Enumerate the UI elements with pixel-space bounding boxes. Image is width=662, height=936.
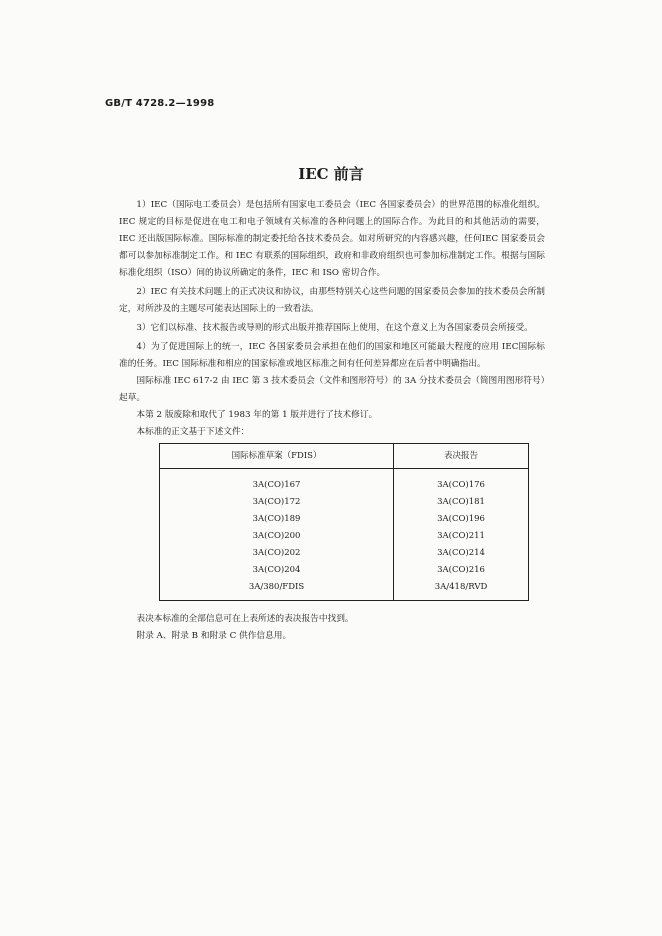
paragraph-3: 3）它们以标准、技术报告或导则的形式出版并推荐国际上使用，在这个意义上为各国家委员会所接受。: [136, 323, 533, 333]
fdis-cell: 3A/380/FDIS: [160, 579, 394, 601]
paragraph-1: 1）IEC（国际电工委员会）是包括所有国家电工委员会（IEC 各国家委员会）的世界范围的标准化组织。IEC 规定的目标是促进在电工和电子领域有关标准的各种问题上的国际合作。为此目的和其他活动的需要，IEC 还出版国际标准。国际标准的制定委托给各技术委员会。如对所研究的内容感兴趣，任何IEC 国家委员会都可以参加标准制定工作。和 IEC 有联系的国际组织，政府和非政府组织也可参加标准制定工作。根据与国际标准化组织（ISO）间的协议所确定的条件，IEC 和 ISO 密切合作。: [119, 200, 545, 278]
fdis-cell: 3A(CO)167: [252, 480, 301, 490]
table-row: [160, 469, 529, 495]
column-header-voting-report: 表决报告: [394, 444, 529, 469]
fdis-cell: 3A(CO)204: [252, 565, 301, 575]
table-row: [160, 528, 529, 545]
paragraph-7: 本标准的正文基于下述文件：: [136, 427, 250, 437]
report-cell: 3A(CO)211: [394, 528, 529, 545]
report-cell: 3A/418/RVD: [394, 579, 529, 601]
document-body: [119, 197, 545, 645]
paragraph-5: 国际标准 IEC 617-2 由 IEC 第 3 技术委员会（文件和图形符号）的 3A 分技术委员会（简图用图形符号）起草。: [119, 376, 545, 403]
paragraph-6: 本第 2 版废除和取代了 1983 年的第 1 版并进行了技术修订。: [136, 410, 378, 420]
table-row: [160, 511, 529, 528]
closing-paragraph-2: 附录 A、附录 B 和附录 C 供作信息用。: [136, 631, 292, 641]
fdis-cell: 3A(CO)200: [252, 531, 301, 541]
documents-table: [159, 443, 529, 601]
fdis-cell: 3A(CO)202: [252, 548, 301, 558]
paragraph-4: 4）为了促进国际上的统一，IEC 各国家委员会承担在他们的国家和地区可能最大程度的应用 IEC国际标准的任务。IEC 国际标准和相应的国家标准或地区标准之间有任何差异都应在后者中明确指出。: [119, 342, 545, 369]
paragraph-2: 2）IEC 有关技术问题上的正式决议和协议，由那些特别关心这些问题的国家委员会参加的技术委员会所制定，对所涉及的主题尽可能表达国际上的一致看法。: [119, 287, 545, 314]
page-title: IEC 前言: [298, 165, 364, 183]
table-row: [160, 562, 529, 579]
table-header-row: [160, 444, 529, 469]
standard-code: GB/T 4728.2—1998: [105, 98, 215, 109]
table-row: [160, 579, 529, 601]
table-row: [160, 545, 529, 562]
report-cell: 3A(CO)181: [394, 494, 529, 511]
closing-paragraph-1: 表决本标准的全部信息可在上表所述的表决报告中找到。: [136, 614, 354, 624]
report-cell: 3A(CO)196: [394, 511, 529, 528]
column-header-fdis: 国际标准草案（FDIS）: [160, 444, 394, 469]
report-cell: 3A(CO)214: [394, 545, 529, 562]
report-cell: 3A(CO)216: [394, 562, 529, 579]
table-row: [160, 494, 529, 511]
fdis-cell: 3A(CO)189: [252, 514, 301, 524]
fdis-cell: 3A(CO)172: [252, 497, 301, 507]
report-cell: 3A(CO)176: [394, 469, 529, 495]
